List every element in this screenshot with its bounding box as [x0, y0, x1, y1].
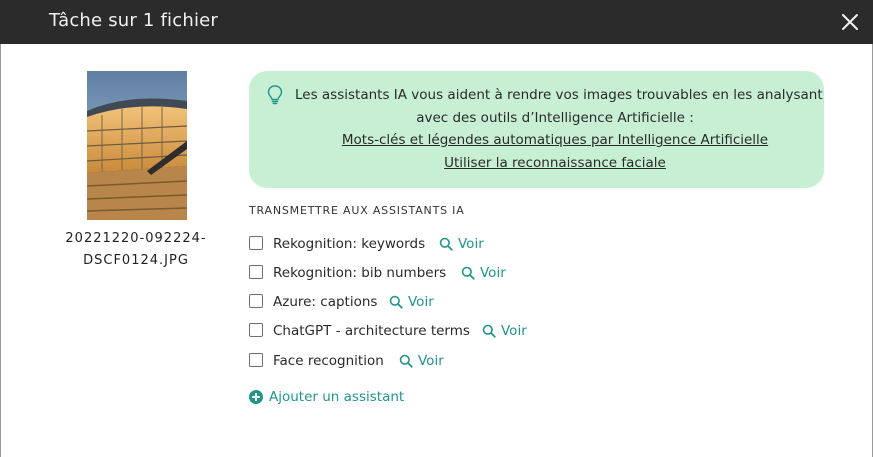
- voir-label: Voir: [501, 323, 527, 339]
- assistant-label[interactable]: ChatGPT - architecture terms: [273, 323, 470, 339]
- voir-link[interactable]: [439, 234, 484, 254]
- voir-label: Voir: [458, 236, 484, 252]
- assistant-label[interactable]: Rekognition: keywords: [273, 236, 426, 252]
- file-name-line2: DSCF0124.JPG: [83, 253, 189, 268]
- file-name-line1: 20221220-092224-: [65, 231, 207, 246]
- plus-circle-icon: [249, 390, 263, 404]
- voir-link[interactable]: [389, 292, 434, 312]
- voir-link[interactable]: [399, 351, 444, 371]
- face-recognition-link[interactable]: Utiliser la reconnaissance faciale: [444, 155, 666, 171]
- assistant-checkbox[interactable]: [249, 265, 263, 279]
- voir-label: Voir: [408, 294, 434, 310]
- modal-title: Tâche sur 1 fichier: [49, 10, 219, 31]
- voir-label: Voir: [480, 265, 506, 281]
- search-icon: [461, 266, 475, 280]
- close-icon[interactable]: [838, 10, 862, 34]
- voir-link[interactable]: [482, 321, 527, 341]
- assistant-label[interactable]: Rekognition: bib numbers: [273, 265, 447, 281]
- assistant-checkbox[interactable]: [249, 236, 263, 250]
- assistant-checkbox[interactable]: [249, 353, 263, 367]
- assistant-checkbox[interactable]: [249, 323, 263, 337]
- search-icon: [482, 324, 496, 338]
- search-icon: [399, 354, 413, 368]
- assistant-checkbox[interactable]: [249, 294, 263, 308]
- assistant-label[interactable]: Azure: captions: [273, 294, 378, 310]
- voir-link[interactable]: [461, 263, 506, 283]
- file-name: [56, 228, 216, 272]
- ai-keywords-link[interactable]: Mots-clés et légendes automatiques par Intelligence Artificielle: [341, 132, 769, 148]
- section-title: TRANSMETTRE AUX ASSISTANTS IA: [249, 204, 465, 217]
- lightbulb-icon: [266, 84, 284, 106]
- voir-label: Voir: [418, 353, 444, 369]
- assistant-label[interactable]: Face recognition: [273, 353, 384, 369]
- add-assistant-label: Ajouter un assistant: [269, 389, 405, 405]
- info-text-line1: Les assistants IA vous aident à rendre vos images trouvables en les analysant: [295, 87, 823, 103]
- search-icon: [389, 295, 403, 309]
- add-assistant-button[interactable]: [249, 387, 404, 407]
- info-link-row1: [295, 132, 815, 148]
- info-link-row2: [295, 155, 815, 171]
- info-text-line2: avec des outils d’Intelligence Artificielle :: [416, 110, 694, 126]
- modal-header: [0, 0, 873, 44]
- search-icon: [439, 237, 453, 251]
- file-thumbnail: [87, 71, 187, 220]
